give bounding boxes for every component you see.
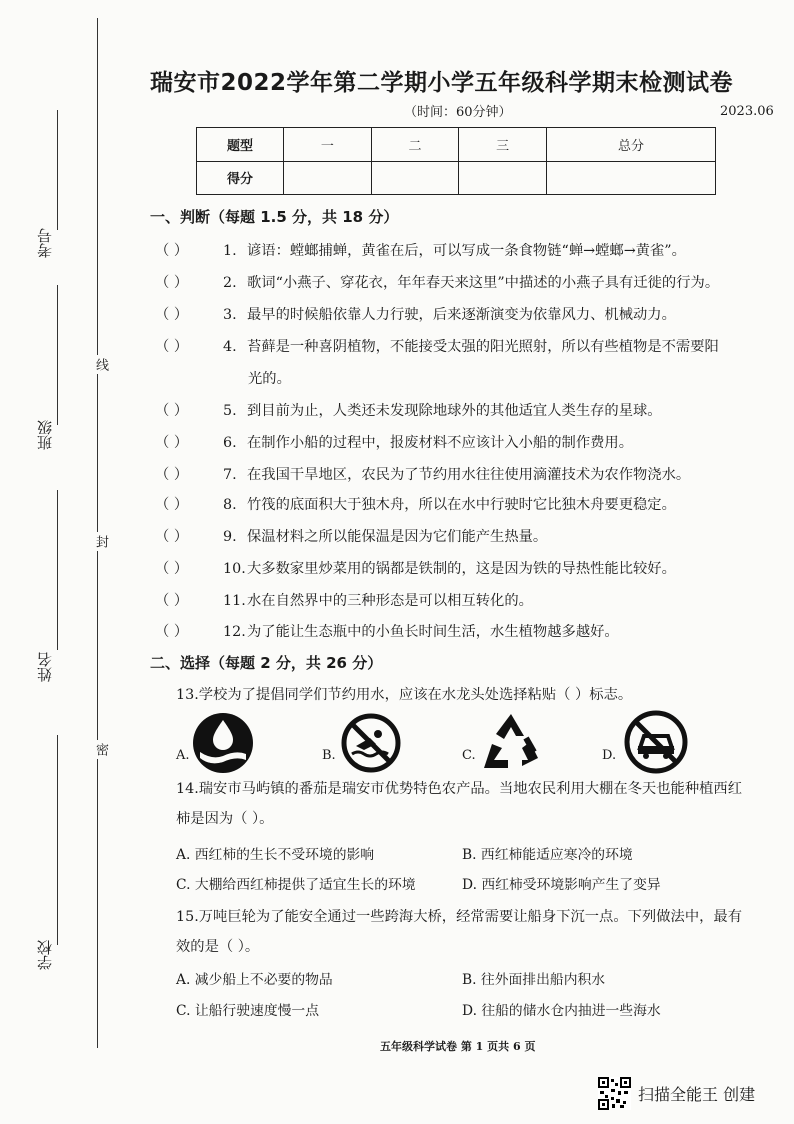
qr-code-icon <box>598 1077 631 1110</box>
item-text: 最早的时候船依靠人力行驶，后来逐渐演变为依靠风力、机械动力。 <box>247 307 676 323</box>
q14-option-d[interactable]: D. 西红柿受环境影响产生了变异 <box>462 877 661 893</box>
score-label: 得分 <box>197 161 284 195</box>
tf-item <box>155 558 676 578</box>
tf-item <box>155 621 619 641</box>
tf-item <box>155 464 690 484</box>
answer-blank[interactable]: （ ） <box>155 243 189 259</box>
item-text: 保温材料之所以能保温是因为它们能产生热量。 <box>247 529 548 545</box>
item-number: 2. <box>223 275 237 291</box>
q15-option-b[interactable]: B. 往外面排出船内积水 <box>462 972 606 988</box>
item-number: 8. <box>223 497 237 513</box>
item-text: 水在自然界中的三种形态是可以相互转化的。 <box>247 593 533 609</box>
tf-item <box>155 304 676 324</box>
page-title: 瑞安市2022学年第二学期小学五年级科学期末检测试卷 <box>150 70 734 96</box>
q15-option-a[interactable]: A. 减少船上不必要的物品 <box>176 972 333 988</box>
tf-item <box>155 336 719 356</box>
no-swimming-icon[interactable] <box>340 712 402 778</box>
q15-line2: 效的是（ ）。 <box>176 939 260 955</box>
q14-option-c[interactable]: C. 大棚给西红柿提供了适宜生长的环境 <box>176 877 416 893</box>
score-header-total: 总分 <box>546 128 715 162</box>
item-text: 歌词“小燕子、穿花衣，年年春天来这里”中描述的小燕子具有迁徙的行为。 <box>247 275 720 291</box>
seal-char-secret: 密 <box>91 740 110 759</box>
water-drop-icon[interactable] <box>192 712 254 778</box>
score-cell-total[interactable] <box>546 161 715 195</box>
q14-line2: 柿是因为（ ）。 <box>176 811 274 827</box>
seal-char-seal: 封 <box>91 532 110 551</box>
exam-time: （时间：60分钟） <box>404 105 512 120</box>
item-number: 5. <box>223 403 237 419</box>
q13-text: 13.学校为了提倡同学们节约用水，应该在水龙头处选择粘贴（ ）标志。 <box>176 687 633 703</box>
score-cell-1[interactable] <box>284 161 372 195</box>
item-number: 4. <box>223 339 237 355</box>
q14-option-a[interactable]: A. 西红柿的生长不受环境的影响 <box>176 847 375 863</box>
name-label: 姓名 <box>36 652 54 682</box>
item-number: 10. <box>223 561 246 577</box>
school-line <box>57 735 58 945</box>
q14-line1: 14.瑞安市马屿镇的番茄是瑞安市优势特色农产品。当地农民利用大棚在冬天也能种植西红 <box>176 781 743 797</box>
answer-blank[interactable]: （ ） <box>155 497 189 513</box>
q15-line1: 15.万吨巨轮为了能安全通过一些跨海大桥，经常需要让船身下沉一点。下列做法中，最有 <box>176 909 743 925</box>
exam-no-line <box>57 110 58 230</box>
score-header-3: 三 <box>459 128 547 162</box>
tf-item <box>155 590 533 610</box>
tf-item <box>155 272 719 292</box>
score-header-2: 二 <box>371 128 459 162</box>
q14-option-b[interactable]: B. 西红柿能适应寒冷的环境 <box>462 847 633 863</box>
section1-heading: 一、判断（每题 1.5 分，共 18 分） <box>150 208 399 226</box>
answer-blank[interactable]: （ ） <box>155 275 189 291</box>
item-text: 为了能让生态瓶中的小鱼长时间生活，水生植物越多越好。 <box>247 624 619 640</box>
item-text: 到目前为止，人类还未发现除地球外的其他适宜人类生存的星球。 <box>247 403 662 419</box>
item-text: 苔藓是一种喜阴植物，不能接受太强的阳光照射，所以有些植物是不需要阳 <box>247 339 719 355</box>
exam-date: 2023.06 <box>720 104 774 119</box>
score-cell-2[interactable] <box>371 161 459 195</box>
score-table-score-row <box>197 161 716 195</box>
score-cell-3[interactable] <box>459 161 547 195</box>
item-text: 大多数家里炒菜用的锅都是铁制的，这是因为铁的导热性能比较好。 <box>247 561 676 577</box>
seal-char-line: 线 <box>91 355 110 374</box>
item-text: 谚语：螳螂捕蝉，黄雀在后，可以写成一条食物链“蝉→螳螂→黄雀”。 <box>247 243 686 259</box>
page-footer: 五年级科学试卷 第 1 页共 6 页 <box>380 1040 536 1053</box>
answer-blank[interactable]: （ ） <box>155 561 189 577</box>
q13-option-c-label: C. <box>462 748 476 763</box>
recycle-icon[interactable] <box>478 708 544 778</box>
score-table <box>196 127 716 195</box>
school-label: 学校 <box>36 940 54 970</box>
answer-blank[interactable]: （ ） <box>155 307 189 323</box>
class-label: 班级 <box>36 420 54 450</box>
tf-item <box>155 240 686 260</box>
tf-item <box>155 400 662 420</box>
answer-blank[interactable]: （ ） <box>155 467 189 483</box>
answer-blank[interactable]: （ ） <box>155 339 189 355</box>
item-number: 1. <box>223 243 237 259</box>
score-header-1: 一 <box>284 128 372 162</box>
item-text: 竹筏的底面积大于独木舟，所以在水中行驶时它比独木舟要更稳定。 <box>247 497 676 513</box>
item-number: 9. <box>223 529 237 545</box>
tf-item <box>155 432 633 452</box>
item-text: 在制作小船的过程中，报废材料不应该计入小船的制作费用。 <box>247 435 634 451</box>
section2-heading: 二、选择（每题 2 分，共 26 分） <box>150 654 383 672</box>
score-header-type: 题型 <box>197 128 284 162</box>
tf-item <box>155 494 676 514</box>
item-number: 3. <box>223 307 237 323</box>
score-table-header-row <box>197 128 716 162</box>
q13-option-d-label: D. <box>602 748 617 763</box>
class-line <box>57 285 58 425</box>
answer-blank[interactable]: （ ） <box>155 403 189 419</box>
answer-blank[interactable]: （ ） <box>155 435 189 451</box>
name-line <box>57 490 58 650</box>
q15-option-d[interactable]: D. 往船的储水仓内抽进一些海水 <box>462 1003 661 1019</box>
no-car-washing-icon[interactable] <box>624 710 688 778</box>
item-text-continued: 光的。 <box>248 371 291 387</box>
scanner-watermark: 扫描全能王 创建 <box>638 1085 756 1104</box>
item-number: 7. <box>223 467 237 483</box>
exam-no-label: 考号 <box>36 228 54 258</box>
answer-blank[interactable]: （ ） <box>155 624 189 640</box>
tf-item <box>155 526 547 546</box>
item-text: 在我国干旱地区，农民为了节约用水往往使用滴灌技术为农作物浇水。 <box>247 467 691 483</box>
q15-option-c[interactable]: C. 让船行驶速度慢一点 <box>176 1003 320 1019</box>
answer-blank[interactable]: （ ） <box>155 529 189 545</box>
item-number: 12. <box>223 624 246 640</box>
item-number: 11. <box>223 593 246 609</box>
answer-blank[interactable]: （ ） <box>155 593 189 609</box>
q13-option-a-label: A. <box>176 748 190 763</box>
item-number: 6. <box>223 435 237 451</box>
q13-option-b-label: B. <box>322 748 336 763</box>
